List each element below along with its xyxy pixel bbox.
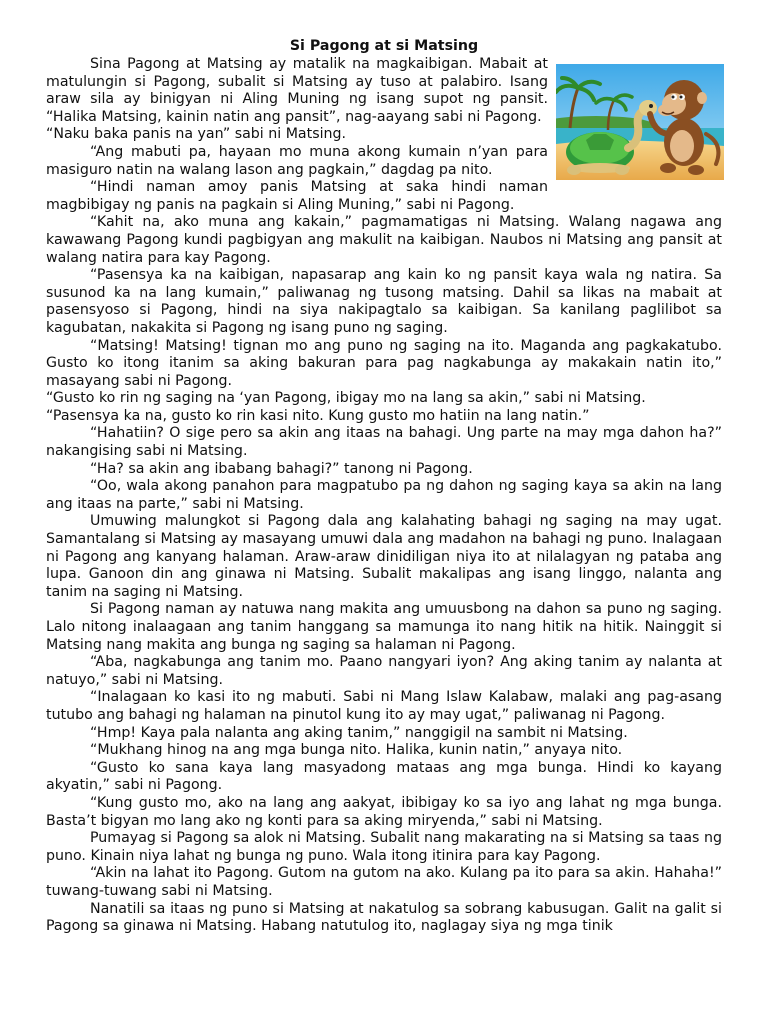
story-paragraph: “Ha? sa akin ang ibabang bahagi?” tanong ni Pagong. [90, 460, 473, 477]
story-paragraph: “Naku baka panis na yan” sabi ni Matsing. [46, 126, 347, 143]
story-paragraph: “Aba, nagkabunga ang tanim mo. Paano nangyari iyon? Ang aking tanim ay nalanta at natuyo,” sabi ni Matsing. [46, 654, 722, 688]
story-paragraph: “Pasensya ka na kaibigan, napasarap ang kain ko ng pansit kaya wala ng natira. Sa susunod ka na lang kumain,” paliwanag ng tusong matsing. Dahil sa likas na mabait at pasensyoso si Pagong, hindi na siya nakipagtalo sa kaibigan. Sa kanilang paglilibot sa kagubatan, nakakita si Pagong ng isang puno ng saging. [46, 267, 722, 336]
turtle-and-monkey-illustration-icon [556, 64, 724, 180]
story-title: Si Pagong at si Matsing [289, 38, 479, 54]
story-paragraph: “Matsing! Matsing! tignan mo ang puno ng saging na ito. Maganda ang pagkakatubo. Gusto ko itong itanim sa aking bakuran para pag nagkabunga ay makakain natin ito,” masayang sabi ni Pagong. [46, 337, 722, 389]
story-paragraph: “Gusto ko rin ng saging na ‘yan Pagong, ibigay mo na lang sa akin,” sabi ni Matsing. [46, 390, 646, 407]
story-paragraph: “Hmp! Kaya pala nalanta ang aking tanim,” nanggigil na sambit ni Matsing. [90, 724, 628, 741]
story-paragraph: “Gusto ko sana kaya lang masyadong mataas ang mga bunga. Hindi ko kayang akyatin,” sabi ni Pagong. [46, 759, 722, 794]
story-paragraph: “Kahit na, ako muna ang kakain,” pagmamatigas ni Matsing. Walang nagawa ang kawawang Pagong kundi pagbigyan ang makulit na kaibigan. Naubos ni Matsing ang pansit at walang natira para kay Pagong. [46, 214, 722, 266]
story-paragraph: Si Pagong naman ay natuwa nang makita ang umuusbong na dahon sa puno ng saging. Lalo nitong inalaagaan ang tanim hanggang sa mamunga ito nang hitik na hitik. Nainggit si Matsing nang makita ang bunga ng saging sa halaman ni Pagong. [46, 601, 722, 653]
story-body [46, 56, 722, 936]
story-paragraph: “Hahatiin? O sige pero sa akin ang itaas na bahagi. Ung parte na may mga dahon ha?” nakangising sabi ni Matsing. [46, 425, 722, 460]
story-page [46, 37, 722, 936]
story-paragraph: “Oo, wala akong panahon para magpatubo pa ng dahon ng saging kaya sa akin na lang ang itaas na parte,” sabi ni Matsing. [46, 478, 722, 512]
story-paragraph: “Hindi naman amoy panis Matsing at saka hindi naman magbibigay ng panis na pagkain si Aling Muning,” sabi ni Pagong. [46, 179, 548, 213]
story-paragraph: “Akin na lahat ito Pagong. Gutom na gutom na ako. Kulang pa ito para sa akin. Hahaha!” tuwang-tuwang sabi ni Matsing. [46, 865, 722, 899]
story-paragraph: “Mukhang hinog na ang mga bunga nito. Halika, kunin natin,” anyaya nito. [90, 742, 623, 759]
story-paragraph: Pumayag si Pagong sa alok ni Matsing. Subalit nang makarating na si Matsing sa taas ng puno. Kinain niya lahat ng bunga ng puno. Wala itong itinira para kay Pagong. [46, 830, 722, 864]
story-paragraph: “Kung gusto mo, ako na lang ang aakyat, ibibigay ko sa iyo ang lahat ng mga bunga. Basta’t bigyan mo lang ako ng konti para sa aking miryenda,” sabi ni Matsing. [46, 794, 722, 829]
story-paragraph: “Ang mabuti pa, hayaan mo muna akong kumain n’yan para masiguro natin na walang lason ang pagkain,” dagdag pa nito. [46, 143, 548, 178]
story-paragraph: “Pasensya ka na, gusto ko rin kasi nito. Kung gusto mo hatiin na lang natin.” [46, 407, 590, 424]
story-paragraph: “Inalagaan ko kasi ito ng mabuti. Sabi ni Mang Islaw Kalabaw, malaki ang pag-asang tutubo ang bahagi ng halaman na pinutol kung ito ay may ugat,” paliwanag ni Pagong. [46, 689, 722, 723]
story-paragraph: Sina Pagong at Matsing ay matalik na magkaibigan. Mabait at matulungin si Pagong, subalit si Matsing ay tuso at palabiro. Isang araw sila ay binigyan ni Aling Muning ng isang supot ng pansit. “Halika Matsing, kainin natin ang pansit”, nag-aayang sabi ni Pagong. [46, 56, 548, 125]
story-paragraph: Umuwing malungkot si Pagong dala ang kalahating bahagi ng saging na may ugat. Samantalang si Matsing ay masayang umuwi dala ang madahon na bahagi ng puno. Inalagaan ni Pagong ang kanyang halaman. Araw-araw dinidiligan niya ito at nilalagyan ng pataba ang lupa. Ganoon din ang ginawa ni Matsing. Subalit makalipas ang isang linggo, nalanta ang tanim na saging ni Matsing. [46, 513, 722, 600]
story-paragraph: Nanatili sa itaas ng puno si Matsing at nakatulog sa sobrang kabusugan. Galit na galit si Pagong sa ginawa ni Matsing. Habang natutulog ito, naglagay siya ng mga tinik [46, 900, 722, 935]
